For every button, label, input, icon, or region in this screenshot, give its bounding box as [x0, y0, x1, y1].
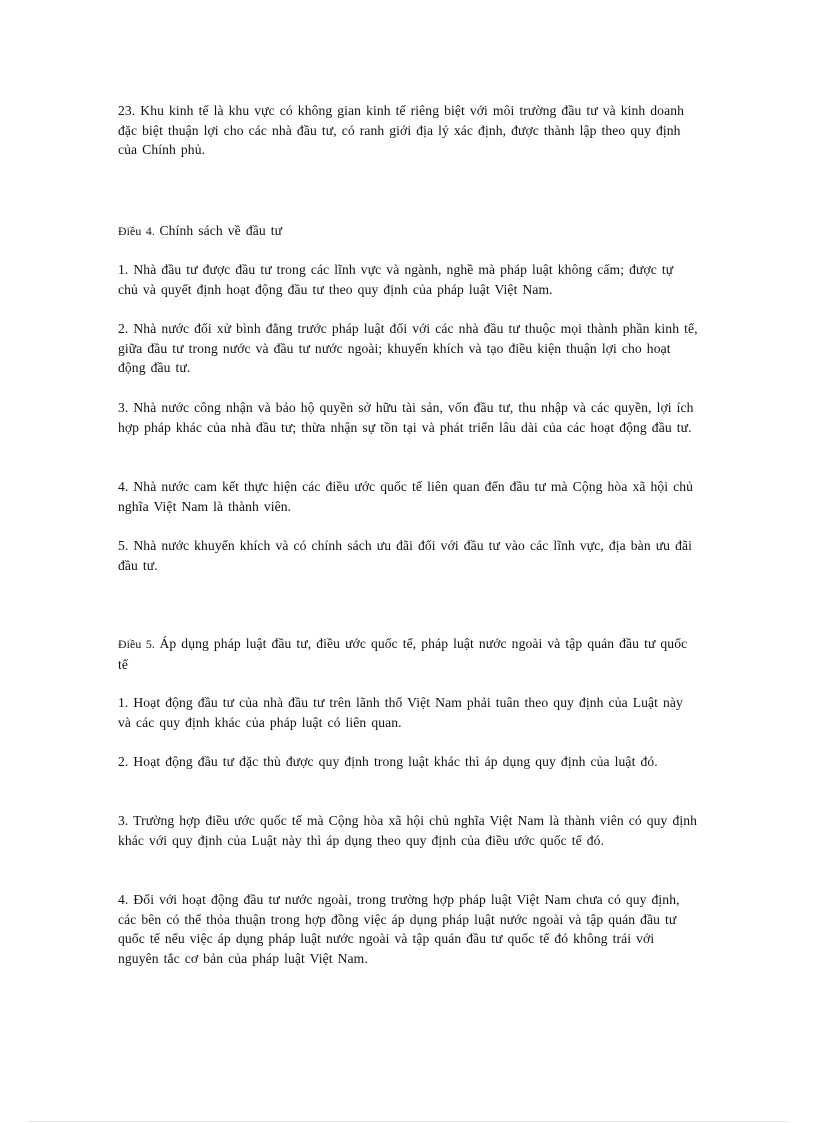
article-4-item-5: 5. Nhà nước khuyến khích và có chính sách ưu đãi đối với đầu tư vào các lĩnh vực, địa bàn ưu đãi đầu tư. [118, 538, 692, 573]
article-5-item-3: 3. Trường hợp điều ước quốc tế mà Cộng hòa xã hội chủ nghĩa Việt Nam là thành viên có quy định khác với quy định của Luật này thì áp dụng theo quy định của điều ước quốc tế đó. [118, 813, 698, 848]
article-4-item-3: 3. Nhà nước công nhận và bảo hộ quyền sở hữu tài sản, vốn đầu tư, thu nhập và các quyền, lợi ích hợp pháp khác của nhà đầu tư; thừa nhận sự tồn tại và phát triển lâu dài của các hoạt động đầu tư. [118, 400, 694, 435]
article-5-heading [118, 634, 698, 675]
article-4-item-2: 2. Nhà nước đối xử bình đẳng trước pháp luật đối với các nhà đầu tư thuộc mọi thành phần kinh tế, giữa đầu tư trong nước và đầu tư nước ngoài; khuyến khích và tạo điều kiện thuận lợi cho hoạt động đầu tư. [118, 321, 698, 376]
article-5-title: Áp dụng pháp luật đầu tư, điều ước quốc tế, pháp luật nước ngoài và tập quán đầu tư quốc tế [118, 636, 688, 672]
article-4-item-1: 1. Nhà đầu tư được đầu tư trong các lĩnh vực và ngành, nghề mà pháp luật không cấm; được tự chủ và quyết định hoạt động đầu tư theo quy định của pháp luật Việt Nam. [118, 262, 674, 297]
article-5-item-2: 2. Hoạt động đầu tư đặc thù được quy định trong luật khác thì áp dụng quy định của luật đó. [118, 754, 658, 769]
article-4-item-4: 4. Nhà nước cam kết thực hiện các điều ước quốc tế liên quan đến đầu tư mà Cộng hòa xã hội chủ nghĩa Việt Nam là thành viên. [118, 479, 694, 514]
article-5-item-1: 1. Hoạt động đầu tư của nhà đầu tư trên lãnh thổ Việt Nam phải tuân theo quy định của Luật này và các quy định khác của pháp luật có liên quan. [118, 695, 683, 730]
clause-23-paragraph: 23. Khu kinh tế là khu vực có không gian kinh tế riêng biệt với môi trường đầu tư và kinh doanh đặc biệt thuận lợi cho các nhà đầu tư, có ranh giới địa lý xác định, được thành lập theo quy định của Chính phủ. [118, 103, 685, 158]
article-5-label: Điều 5. [118, 637, 155, 651]
page-bottom-divider [28, 1121, 788, 1122]
article-4-label: Điều 4. [118, 224, 155, 238]
article-4-title: Chính sách về đầu tư [159, 223, 283, 238]
article-5-item-4: 4. Đối với hoạt động đầu tư nước ngoài, trong trường hợp pháp luật Việt Nam chưa có quy định, các bên có thể thỏa thuận trong hợp đồng việc áp dụng pháp luật nước ngoài và tập quán đầu tư quốc tế nếu việc áp dụng pháp luật nước ngoài và tập quán đầu tư quốc tế đó không trái với nguyên tắc cơ bản của pháp luật Việt Nam. [118, 892, 680, 966]
article-4-heading [118, 221, 698, 242]
